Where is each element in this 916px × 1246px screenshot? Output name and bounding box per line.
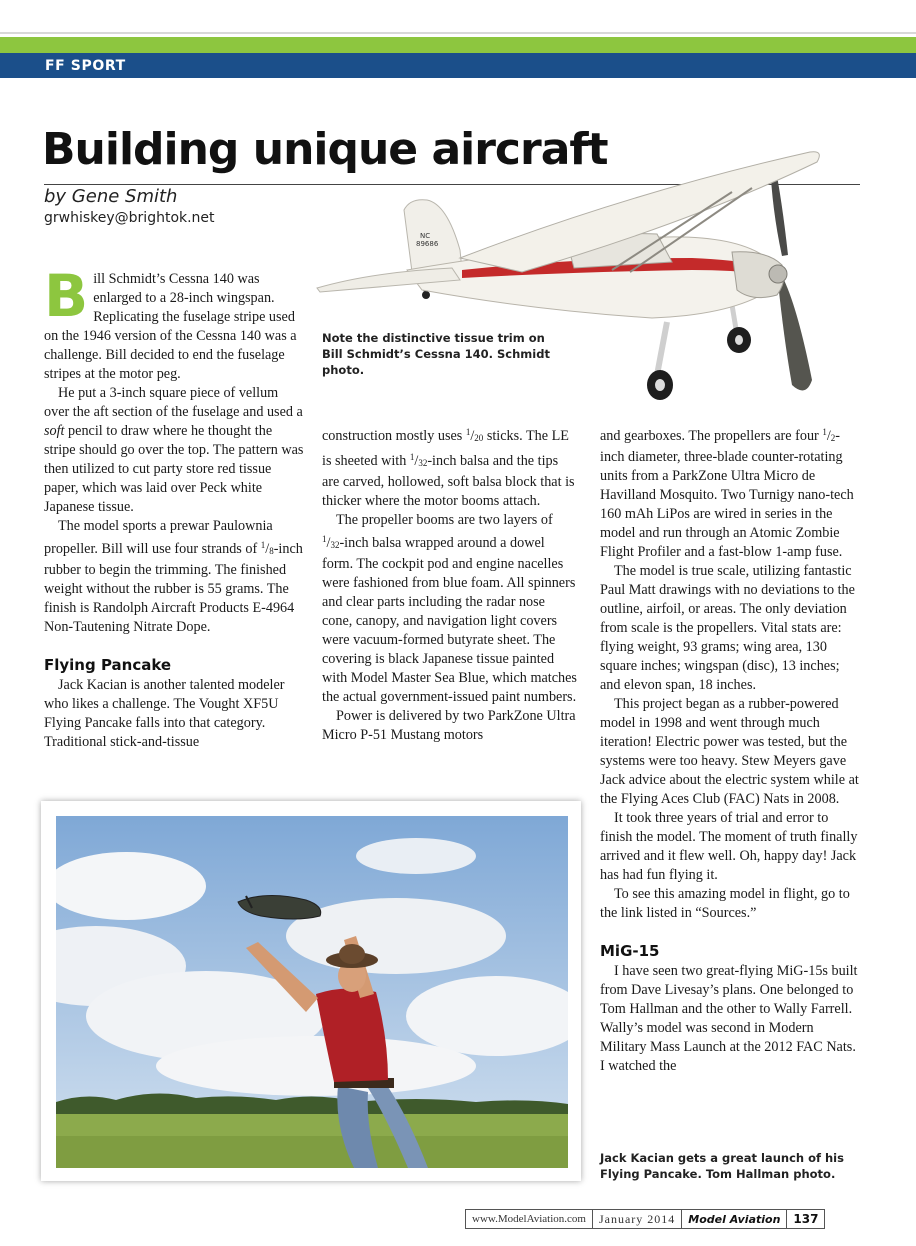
paragraph: and gearboxes. The propellers are four $^1/_2$-inch diameter, three-blade counter-rotating units from a ParkZone Ultra Micro de Havilland Mosquito. Two Turnigy nano-tech 160 mAh LiPos are wired in series in the model and run through an Atomic Zombie Flight Profiler and a fast-blow 1-amp fuse. <box>600 427 854 560</box>
tail-number: 89686 <box>416 240 439 248</box>
launch-photo-frame <box>41 801 581 1181</box>
paragraph: To see this amazing model in flight, go to the link listed in “Sources.” <box>600 886 850 921</box>
footer-url[interactable]: www.ModelAviation.com <box>466 1210 593 1228</box>
top-rule <box>0 32 916 34</box>
paragraph: The propeller booms are two layers of $^1/_{32}$-inch balsa wrapped around a dowel form. The cockpit pod and engine nacelles were fashioned from blue foam. All spinners and clear parts including the radar nose cone, canopy, and navigation light covers were vacuum-formed butyrate sheet. The covering is black Japanese tissue painted with Model Master Sea Blue, which matches the actual government-issued paint numbers. <box>322 512 577 705</box>
header-blue-band <box>0 53 916 78</box>
paragraph: He put a 3-inch square piece of vellum over the aft section of the fuselage and used a soft pencil to draw where he thought the stripe should go over the top. The pattern was then utilized to cut party store red tissue paper, which was laid over Peck white Japanese tissue. <box>44 385 304 515</box>
paragraph: It took three years of trial and error to finish the model. The moment of truth finally arrived and it flew well. Oh, happy day! Jack has had fun flying it. <box>600 810 858 883</box>
subhead-mig-15: MiG-15 <box>600 942 660 960</box>
page-number: 137 <box>793 1212 819 1226</box>
header-green-band <box>0 37 916 53</box>
paragraph: construction mostly uses $^1/_{20}$ sticks. The LE is sheeted with $^1/_{32}$-inch balsa and the tips are carved, hollowed, soft balsa block that is thicker where the motor booms attach. <box>322 427 575 509</box>
tail-letters: NC <box>420 232 431 240</box>
subhead-flying-pancake: Flying Pancake <box>44 656 172 674</box>
article-column-3 <box>600 423 862 1076</box>
paragraph: This project began as a rubber-powered model in 1998 and went through much iteration! Electric power was tested, but the systems were too heavy. Stew Meyers gave Jack advice about the electric system while at the Flying Aces Club (FAC) Nats in 2008. <box>600 696 859 807</box>
article-title: Building unique aircraft <box>42 124 608 175</box>
launch-photo <box>56 816 568 1168</box>
author-email[interactable]: grwhiskey@brightok.net <box>44 210 215 226</box>
launch-photo-caption: Jack Kacian gets a great launch of his Flying Pancake. Tom Hallman photo. <box>600 1151 844 1181</box>
paragraph: The model is true scale, utilizing fantastic Paul Matt drawings with no deviations to the outline, airfoil, or areas. The only deviation from scale is the propellers. Vital stats are: flying weight, 93 grams; wing area, 130 square inches; wingspan (disc), 13 inches; and elevon span, 18 inches. <box>600 563 855 693</box>
footer-magazine: Model Aviation <box>682 1210 787 1228</box>
drop-cap: B <box>44 262 89 330</box>
paragraph: Jack Kacian is another talented modeler who likes a challenge. The Vought XF5U Flying Pancake falls into that category. Traditional stick-and-tissue <box>44 677 285 750</box>
byline: by Gene Smith <box>44 186 178 207</box>
paragraph: The model sports a prewar Paulownia propeller. Bill will use four strands of $^1/_8$-inch rubber to begin the trimming. The finished weight without the rubber is 55 grams. The finish is Randolph Aircraft Products E-4964 Non-Tautening Nitrate Dope. <box>44 518 303 635</box>
paragraph: Power is delivered by two ParkZone Ultra Micro P-51 Mustang motors <box>322 708 576 743</box>
article-column-2 <box>322 423 578 745</box>
paragraph: Bill Schmidt’s Cessna 140 was enlarged to a 28-inch wingspan. Replicating the fuselage stripe used on the 1946 version of the Cessna 140 was a challenge. Bill decided to end the fuselage stripes at the motor peg. <box>44 262 297 382</box>
section-label: FF SPORT <box>45 58 126 74</box>
cessna-photo-caption: Note the distinctive tissue trim on Bill Schmidt’s Cessna 140. Schmidt photo. <box>322 331 550 377</box>
paragraph: I have seen two great-flying MiG-15s built from Dave Livesay’s plans. One belonged to Tom Hallman and the other to Wally Farrell. Wally’s model was second in Modern Military Mass Launch at the 2012 FAC Nats. I watched the <box>600 963 858 1074</box>
footer-date: January 2014 <box>593 1210 682 1228</box>
page-footer <box>465 1209 825 1229</box>
article-column-1 <box>44 262 306 752</box>
